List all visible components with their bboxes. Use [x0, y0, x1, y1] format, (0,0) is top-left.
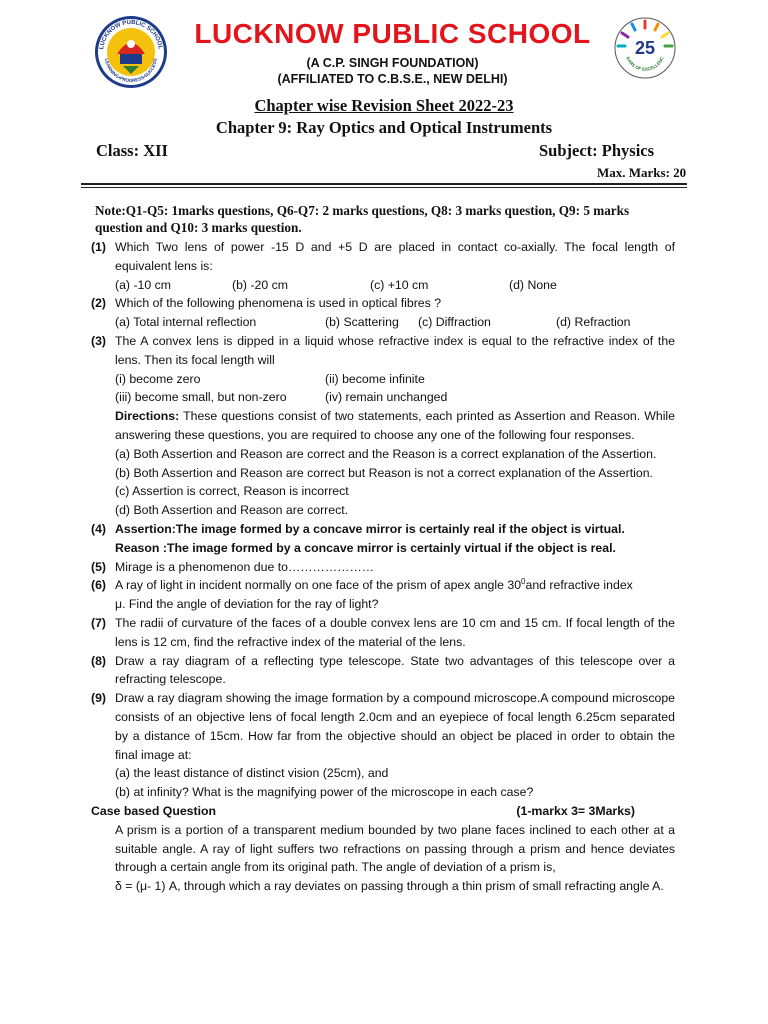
response-c: (c) Assertion is correct, Reason is incorrect — [115, 484, 349, 499]
reason-text: Reason :The image formed by a concave mirror is certainly virtual if the object is real. — [115, 540, 616, 555]
sub-question-a: (a) the least distance of distinct vision (25cm), and — [115, 766, 389, 781]
question-number: (1) — [91, 240, 107, 254]
option-a: (a) -10 cm — [115, 277, 172, 292]
assertion-text: Assertion:The image formed by a concave mirror is certainly real if the object is virtual. — [115, 521, 625, 536]
degree-superscript: 0 — [521, 577, 526, 587]
question-text-continued: μ. Find the angle of deviation for the ray of light? — [115, 597, 379, 612]
question-number: (3) — [91, 333, 107, 348]
question-9 — [91, 689, 675, 802]
options-row — [115, 388, 675, 407]
question-number: (2) — [91, 296, 107, 311]
case-heading: Case based Question — [91, 803, 217, 818]
option-d: (d) None — [509, 277, 557, 292]
case-heading-row — [91, 802, 675, 821]
question-text: Which of the following phenomena is used in optical fibres ? — [115, 296, 442, 311]
school-name: LUCKNOW PUBLIC SCHOOL — [194, 18, 591, 49]
option-iii: (iii) become small, but non-zero — [115, 390, 287, 405]
question-number: (7) — [91, 615, 107, 630]
anniversary-badge-icon — [614, 17, 676, 79]
option-ii: (ii) become infinite — [325, 371, 425, 386]
options-row — [115, 370, 675, 389]
option-i: (i) become zero — [115, 371, 201, 386]
response-a: (a) Both Assertion and Reason are correct and the Reason is a correct explanation of the Assertion. — [115, 446, 657, 461]
option-b: (b) Scattering — [325, 315, 399, 330]
option-iv: (iv) remain unchanged — [325, 390, 448, 405]
options-row — [115, 276, 675, 295]
case-marks: (1-markx 3= 3Marks) — [516, 803, 635, 818]
emblem-ring-bottom-text: LEARNING•PROGRESS•SUCCESS — [104, 57, 158, 84]
class-label: Class: XII — [96, 141, 168, 160]
option-a: (a) Total internal reflection — [115, 315, 257, 330]
question-text: Which Two lens of power -15 D and +5 D are placed in contact co-axially. The focal length of equivalent lens is: — [115, 240, 675, 273]
subject-label: Subject: Physics — [539, 141, 655, 160]
response-b: (b) Both Assertion and Reason are correct but Reason is not a correct explanation of the Assertion. — [115, 465, 653, 480]
question-number: (8) — [91, 653, 107, 668]
sheet-title: Chapter wise Revision Sheet 2022-23 — [254, 96, 514, 115]
question-1 — [91, 238, 675, 294]
question-text: Mirage is a phenomenon due to………………… — [115, 559, 375, 574]
question-7 — [91, 614, 675, 652]
option-c: (c) Diffraction — [418, 315, 491, 330]
question-number: (9) — [91, 691, 107, 706]
case-passage: A prism is a portion of a transparent medium bounded by two plane faces inclined to each other at a suitable angle. A ray of light suffers two refractions on passing through a prism and hence deviates through a certain angle from its original path. The angle of deviation of a prism is, — [115, 822, 675, 875]
header-divider — [81, 183, 687, 185]
directions-body: These questions consist of two statements, each printed as Assertion and Reason. While answering these questions, you are required to choose any one of the following four responses. — [115, 409, 675, 442]
question-sheet-body — [91, 202, 675, 896]
question-number: (4) — [91, 521, 107, 536]
question-text: The A convex lens is dipped in a liquid whose refractive index is equal to the refractive index of the lens. Then its focal length will — [115, 333, 675, 367]
options-row — [115, 313, 675, 332]
foundation-line: (A C.P. SINGH FOUNDATION) — [306, 56, 479, 70]
question-text-part: and refractive index — [525, 578, 633, 593]
emblem-ring-top-text: LUCKNOW PUBLIC SCHOOL — [99, 19, 163, 50]
question-text: Draw a ray diagram of a reflecting type telescope. State two advantages of this telescope over a refracting telescope. — [115, 653, 675, 687]
school-emblem-icon — [93, 14, 169, 90]
option-b: (b) -20 cm — [232, 277, 289, 292]
max-marks-label: Max. Marks: 20 — [597, 165, 687, 180]
question-text: The radii of curvature of the faces of a double convex lens are 10 cm and 15 cm. If focal length of the lens is 12 cm, find the refractive index of the material of the lens. — [115, 615, 675, 649]
option-c: (c) +10 cm — [370, 277, 429, 292]
question-5 — [91, 558, 675, 577]
badge-caption: EARS OF EXCELLENC — [625, 55, 665, 72]
question-4 — [91, 520, 675, 558]
question-text-part: A ray of light in incident normally on one face of the prism of apex angle 30 — [115, 578, 522, 593]
case-formula: δ = (μ- 1) A, through which a ray deviates on passing through a thin prism of small refracting angle A. — [115, 879, 664, 894]
option-d: (d) Refraction — [556, 315, 631, 330]
school-header — [0, 0, 768, 95]
question-number: (6) — [91, 578, 107, 593]
question-number: (5) — [91, 559, 107, 574]
question-3 — [91, 332, 675, 520]
affiliation-line: (AFFILIATED TO C.B.S.E., NEW DELHI) — [277, 72, 508, 86]
header-divider-thin — [81, 187, 687, 188]
question-8 — [91, 652, 675, 690]
badge-number: 25 — [634, 38, 656, 58]
question-text — [115, 576, 675, 595]
question-6 — [91, 576, 675, 614]
response-d: (d) Both Assertion and Reason are correct. — [115, 503, 349, 518]
marking-note: Note:Q1-Q5: 1marks questions, Q6-Q7: 2 marks questions, Q8: 3 marks question, Q9: 5 marks question and Q10: 3 marks question. — [95, 203, 630, 235]
directions-label: Directions: — [115, 409, 180, 424]
question-text: Draw a ray diagram showing the image formation by a compound microscope.A compound microscope consists of an objective lens of focal length 2.0cm and an eyepiece of focal length 6.25cm separated by a distance of 15cm. How far from the objective should an object be placed in order to obtain the final image at: — [115, 691, 675, 762]
directions-text — [115, 407, 675, 445]
question-2 — [91, 294, 675, 332]
sub-question-b: (b) at infinity? What is the magnifying power of the microscope in each case? — [115, 785, 534, 800]
chapter-title: Chapter 9: Ray Optics and Optical Instruments — [215, 118, 553, 137]
